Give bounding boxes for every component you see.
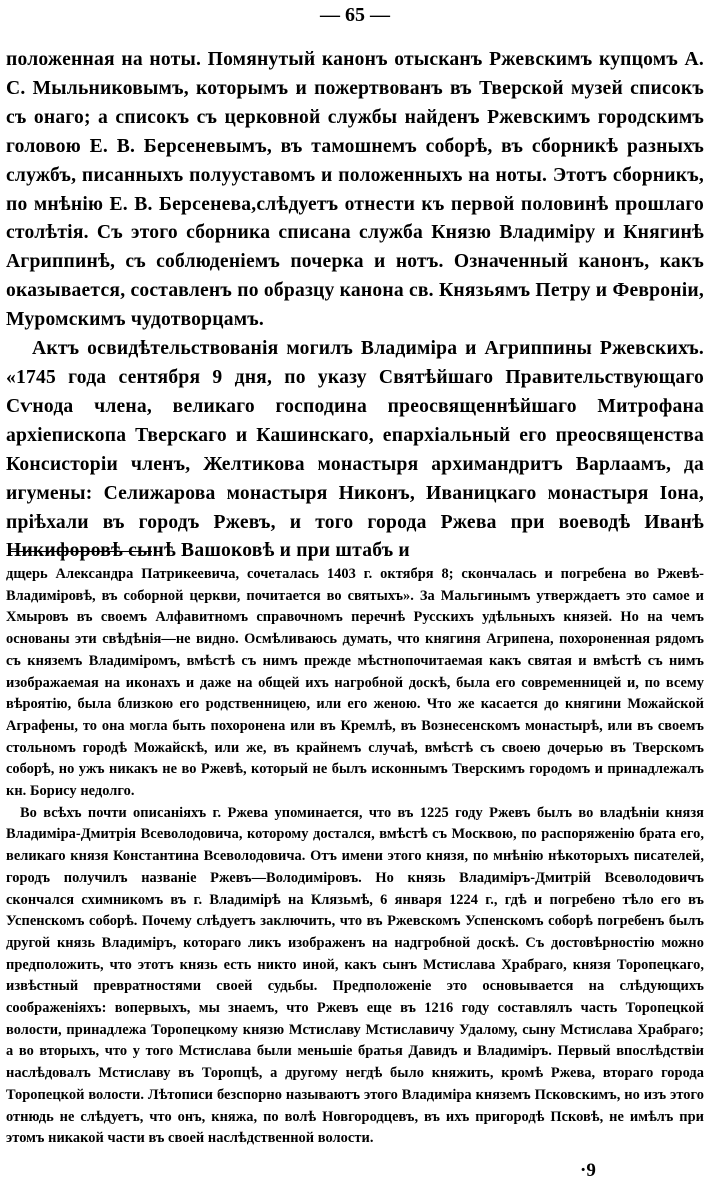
footnote-divider <box>8 551 152 552</box>
page-number: — 65 — <box>320 4 390 26</box>
signature-mark: ·9 <box>580 1160 596 1181</box>
footnotes <box>6 564 704 1150</box>
main-paragraph-1: положенная на ноты. Помянутый канонъ отысканъ Ржевскимъ купцомъ А. С. Мыльниковымъ, которымъ и пожертвованъ въ Тверской музей списокъ съ онаго; а списокъ съ церковной службы найденъ Ржевскимъ городскимъ головою Е. В. Берсеневымъ, въ тамошнемъ соборѣ, въ сборникѣ разныхъ службъ, писанныхъ полууставомъ и положенныхъ на ноты. Этотъ сборникъ, по мнѣнію Е. В. Берсенева,слѣдуетъ отнести къ первой половинѣ прошлаго столѣтія. Съ этого сборника списана служба Князю Владиміру и Княгинѣ Агриппинѣ, съ соблюденіемъ почерка и нотъ. Означенный канонъ, какъ оказывается, составленъ по образцу канона св. Князьямъ Петру и Февроніи, Муромскимъ чудотворцамъ. <box>6 49 704 331</box>
main-paragraph-2: Актъ освидѣтельствованія могилъ Владиміра и Агриппины Ржевскихъ. «1745 года сентября 9 дня, по указу Святѣйшаго Правительствующаго Сѵнода члена, великаго господина преосвященнѣйшаго Митрофана архіепископа Тверскаго и Кашинскаго, епархіальный его преосвященства Консисторіи членъ, Желтикова монастыря архимандритъ Варлаамъ, да игумены: Селижарова монастыря Никонъ, Иваницкаго монастыря Іона, пріѣхали въ городъ Ржевъ, и того города Ржева при воеводѣ Иванѣ Никифоровѣ сынѣ Вашоковѣ и при штабъ и <box>6 338 704 562</box>
footnote-paragraph-2: Во всѣхъ почти описаніяхъ г. Ржева упоминается, что въ 1225 году Ржевъ былъ во владѣніи князя Владиміра-Дмитрія Всеволодовича, которому достался, вмѣстѣ съ Москвою, по распоряженію брата его, великаго князя Константина Всеволодовича. Отъ имени этого князя, по мнѣнію нѣкоторыхъ писателей, городъ получилъ названіе Ржевъ—Володиміровъ. Но князь Владиміръ-Дмитрій Всеволодовичъ скончался схимникомъ въ г. Владимірѣ на Клязьмѣ, 6 января 1224 г., гдѣ и погребено тѣло его въ Успенскомъ соборѣ. Почему слѣдуетъ заключить, что въ Ржевскомъ Успенскомъ соборѣ погребенъ былъ другой князь Владиміръ, котораго ликъ изображенъ на надгробной доскѣ. Съ достовѣрностію можно предположить, что этотъ князь есть никто иной, какъ сынъ Мстислава Храбраго, князя Торопецкаго, извѣстный превратностями своей судьбы. Предположеніе это основывается на слѣдующихъ соображеніяхъ: вопервыхъ, мы знаемъ, что Ржевъ еще въ 1216 году составлялъ часть Торопецкой волости, принадлежа Торопецкому князю Мстиславу Мстиславичу Удалому, сыну Мстислава Храбраго; а во вторыхъ, что у того Мстислава были меньшіе братья Давидъ и Владиміръ. Первый впослѣдствіи наслѣдовалъ Мстиславу въ Торопцѣ, а другому негдѣ было княжить, кромѣ Ржева, втораго города Торопецкой волости. Лѣтописи безспорно называютъ этого Владиміра княземъ Псковскимъ, но изъ этого отнюдь не слѣдуетъ, что онъ, княжа, по волѣ Новгородцевъ, въ ихъ пригородѣ Псковѣ, не имѣлъ при этомъ никакой части въ своей наслѣдственной волости. <box>6 804 704 1147</box>
main-text <box>6 46 704 566</box>
footnote-paragraph-1: дщерь Александра Патрикеевича, сочеталась 1403 г. октября 8; скончалась и погребена во Ржевѣ-Владиміровѣ, въ соборной церкви, почитается во святыхъ». За Мальгинымъ утверждаетъ это самое и Хмыровъ въ своемъ Алфавитномъ справочномъ перечнѣ Русскихъ удѣльныхъ князей. Но на чемъ основаны эти свѣдѣнія—не видно. Осмѣливаюсь думать, что княгиня Агрипена, похороненная рядомъ съ княземъ Владиміромъ, вмѣстѣ съ нимъ прежде мѣстнопочитаемая какъ святая и вмѣстѣ съ нимъ изображаемая на иконахъ и даже на общей ихъ нагробной доскѣ, была его современницей и, по всему вѣроятію, была близкою его родственницею, или его женою. Что же касается до княгини Можайской Аграфены, то она могла быть похоронена или въ Кремлѣ, въ Вознесенскомъ монастырѣ, или въ своемъ стольномъ городѣ Можайскѣ, или же, въ крайнемъ случаѣ, вмѣстѣ съ своею дочерью въ Тверскомъ соборѣ, но ужъ никакъ не во Ржевѣ, который не былъ исконнымъ Тверскимъ городомъ и принадлежалъ кн. Борису недолго. <box>6 566 704 800</box>
